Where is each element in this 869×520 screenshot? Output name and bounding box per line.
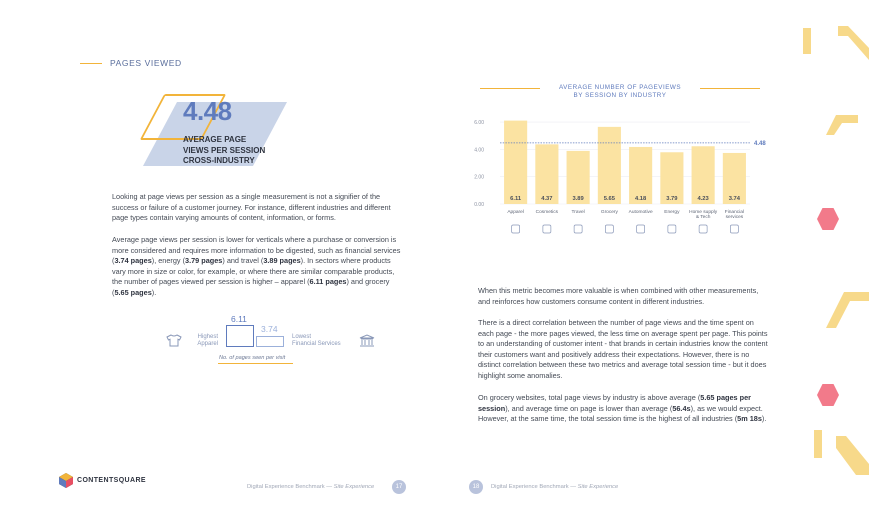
category-label: Automotive bbox=[628, 210, 653, 215]
y-tick-label: 6.00 bbox=[474, 120, 484, 127]
highest-value: 6.11 bbox=[231, 314, 247, 324]
bar-value-label: 4.23 bbox=[697, 196, 709, 202]
stat-label bbox=[183, 135, 283, 167]
bar-value-label: 6.11 bbox=[510, 196, 522, 202]
intro-paragraph: Looking at page views per session as a single measurement is not a signifier of the success or failure of a customer journey. For instance, different industries and different page types contain varying amounts of content, information, or forms. bbox=[112, 192, 391, 223]
text-run: ), as we would expect. However, at the same time, the total session time is the highest of all industries ( bbox=[478, 403, 763, 424]
bar-value-label: 3.74 bbox=[728, 196, 741, 202]
highlight-time: 56.4s bbox=[672, 403, 691, 413]
text-run: ), and average time on page is lower than average ( bbox=[505, 403, 673, 413]
bar-value-label: 4.37 bbox=[541, 196, 553, 202]
caption-underline bbox=[218, 363, 293, 364]
stat-value: 4.48 bbox=[183, 96, 232, 126]
bar-value-label: 5.65 bbox=[603, 196, 616, 202]
section-title: PAGES VIEWED bbox=[110, 58, 182, 68]
chart-title-rule-right bbox=[700, 88, 760, 89]
chart-title-line2: BY SESSION BY INDUSTRY bbox=[573, 92, 667, 99]
average-label: 4.48 bbox=[754, 140, 766, 147]
category-label: Grocery bbox=[600, 210, 618, 215]
highlight-travel: 3.89 pages bbox=[263, 256, 301, 266]
text-run: ). In sectors where products vary more in size or color, for example, or where there are similar comparable products, the number of pages viewed per session is higher – apparel ( bbox=[112, 256, 395, 287]
chart-title-rule-left bbox=[480, 88, 540, 89]
stat-label-line: VIEWS PER SESSION bbox=[183, 145, 266, 155]
category-label: Home supply bbox=[689, 210, 718, 215]
luggage-icon bbox=[574, 225, 582, 233]
highest-bar bbox=[226, 325, 254, 347]
deco-yellow-shapes-bottom bbox=[814, 430, 869, 480]
category-label: Travel bbox=[571, 210, 585, 215]
footer-left-label: Digital Experience Benchmark — bbox=[247, 484, 334, 490]
lowest-label-line2: Financial Services bbox=[292, 341, 341, 347]
bar bbox=[504, 121, 527, 204]
category-label: Cosmetics bbox=[535, 210, 559, 215]
text-run: ). bbox=[151, 287, 157, 297]
page-number-17: 17 bbox=[392, 480, 406, 494]
bar bbox=[598, 127, 621, 204]
deco-yellow-bar bbox=[803, 28, 811, 54]
bar-value-label: 3.79 bbox=[666, 196, 678, 202]
highlight-apparel: 6.11 pages bbox=[309, 277, 347, 287]
highlight-grocery: 5.65 pages bbox=[114, 287, 152, 297]
mini-caption: No. of pages seen per visit bbox=[219, 355, 286, 361]
footer-left-italic: Site Experience bbox=[333, 484, 375, 490]
brand-name: CONTENTSQUARE bbox=[77, 477, 146, 484]
highlight-financial: 3.74 pages bbox=[114, 256, 152, 266]
grocery-paragraph bbox=[478, 393, 770, 425]
house-icon bbox=[699, 225, 707, 233]
page-number-18: 18 bbox=[469, 480, 483, 494]
tshirt-icon bbox=[512, 225, 520, 233]
plug-icon bbox=[668, 225, 676, 233]
deco-pink-hexagon-2 bbox=[817, 384, 839, 406]
grocery-icon bbox=[605, 225, 613, 233]
metric-paragraph: When this metric becomes more valuable is when combined with other measurements, and reinforces how customers consume content in different industries. bbox=[478, 286, 759, 306]
bank-icon bbox=[359, 334, 375, 353]
text-run: Average page views per session is lower for verticals where a purchase or conversion is more considered and requires more information to be digested, such as financial services ( bbox=[112, 235, 401, 266]
category-label: Energy bbox=[664, 210, 680, 215]
y-tick-label: 2.00 bbox=[474, 174, 484, 181]
tshirt-icon bbox=[166, 334, 182, 352]
footer-right-italic: Site Experience bbox=[577, 484, 619, 490]
deco-yellow-chevron bbox=[838, 26, 869, 75]
chart-title bbox=[545, 84, 695, 100]
deco-pink-hexagon bbox=[817, 208, 839, 230]
pageviews-bar-chart bbox=[460, 112, 780, 244]
highlight-pages: 5.65 pages per session bbox=[478, 393, 751, 413]
category-label: services bbox=[725, 215, 744, 220]
text-run: ) and grocery ( bbox=[112, 277, 390, 297]
bank-icon bbox=[730, 225, 738, 233]
lowest-value: 3.74 bbox=[261, 324, 278, 334]
footer-right-label: Digital Experience Benchmark — bbox=[491, 484, 578, 490]
category-label: Apparel bbox=[507, 210, 524, 215]
highlight-energy: 3.79 pages bbox=[185, 256, 223, 266]
contentsquare-logo-icon bbox=[58, 472, 74, 494]
lowest-label-line1: Lowest bbox=[292, 334, 312, 340]
category-label: & Tech bbox=[695, 215, 711, 220]
correlation-paragraph: There is a direct correlation between the number of page views and the time spent on each page - the more pages viewed, the less time on average spent per page. This points to an understanding of customer intent - that brands in certain industries know the content their customers want and positively address their expectations. However, there is no distinct correlation between these two metrics and average total session time - but it does highlight some anomalies. bbox=[478, 318, 768, 380]
deco-yellow-corner-2 bbox=[826, 292, 869, 333]
car-icon bbox=[637, 225, 645, 233]
highest-label-line1: Highest bbox=[197, 334, 218, 340]
bar-value-label: 3.89 bbox=[572, 196, 584, 202]
stat-label-line: AVERAGE PAGE bbox=[183, 135, 247, 144]
highest-label bbox=[188, 334, 218, 348]
y-tick-label: 0.00 bbox=[474, 202, 484, 208]
footer-left-text bbox=[247, 484, 374, 490]
deco-yellow-corner bbox=[826, 115, 858, 140]
text-run: On grocery websites, total page views by industry is above average ( bbox=[478, 393, 701, 402]
stat-label-line: CROSS-INDUSTRY bbox=[183, 156, 255, 165]
highest-label-line2: Apparel bbox=[197, 341, 218, 347]
text-run: ). bbox=[761, 414, 767, 424]
bar-value-label: 4.18 bbox=[634, 196, 647, 202]
highlight-session: 5m 18s bbox=[737, 414, 762, 424]
lipstick-icon bbox=[543, 225, 551, 233]
lowest-bar bbox=[256, 336, 284, 347]
lowest-label bbox=[292, 334, 356, 348]
verticals-paragraph bbox=[112, 235, 402, 299]
text-run: ), energy ( bbox=[151, 256, 186, 266]
section-accent-line bbox=[80, 63, 102, 64]
category-label: Financial bbox=[724, 210, 744, 215]
y-tick-label: 4.00 bbox=[474, 147, 484, 154]
text-run: ) and travel ( bbox=[222, 256, 264, 266]
chart-title-line1: AVERAGE NUMBER OF PAGEVIEWS bbox=[558, 84, 682, 91]
footer-right-text bbox=[491, 484, 618, 490]
